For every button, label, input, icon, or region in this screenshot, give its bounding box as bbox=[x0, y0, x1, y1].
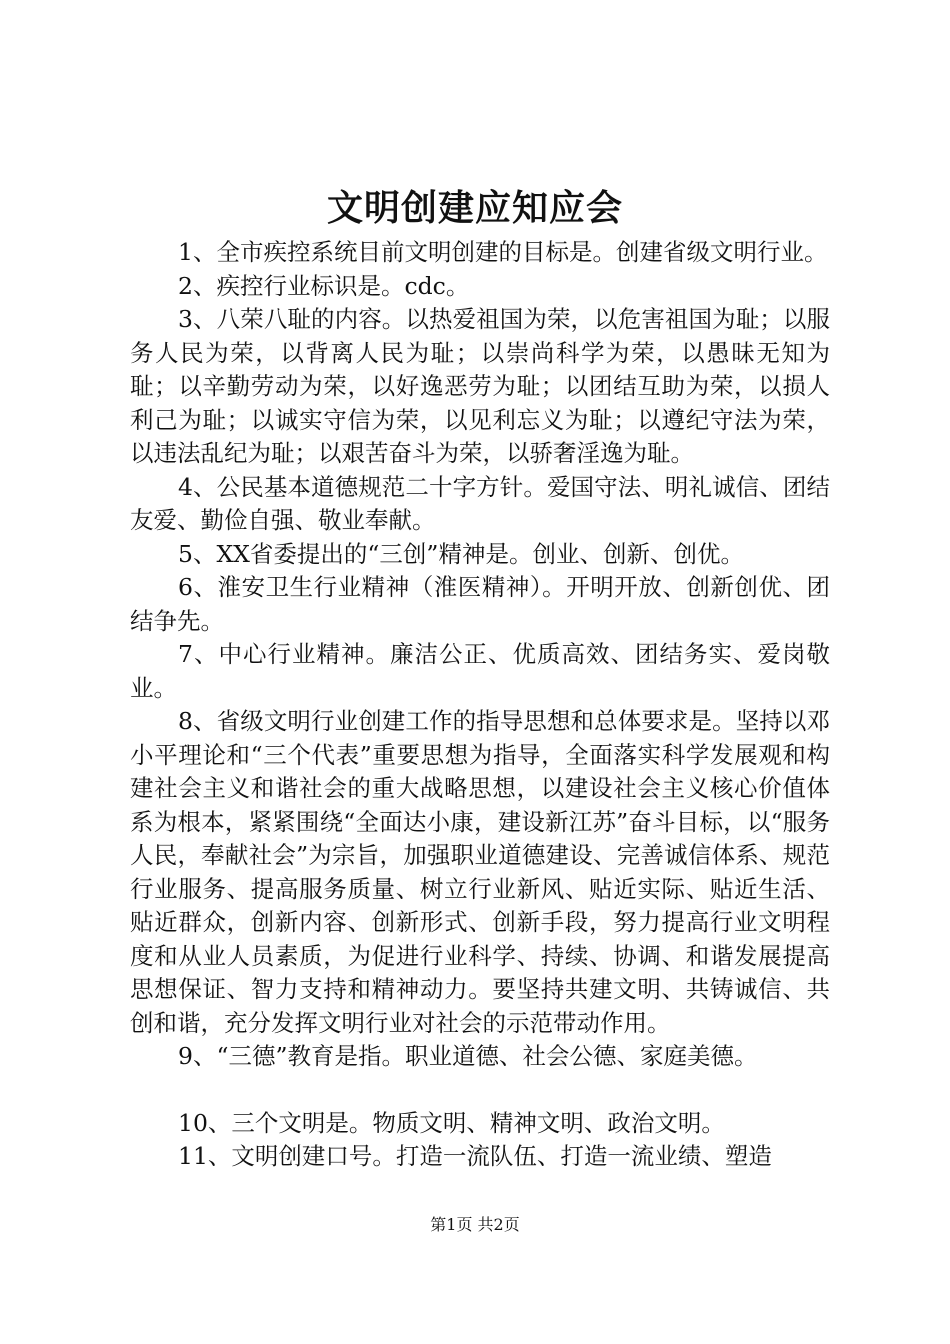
document-body bbox=[130, 236, 830, 1174]
item-5: 5、XX省委提出的“三创”精神是。创业、创新、创优。 bbox=[178, 539, 744, 568]
item-6: 6、淮安卫生行业精神（淮医精神）。开明开放、创新创优、团结争先。 bbox=[130, 573, 830, 635]
item-10: 10、三个文明是。物质文明、精神文明、政治文明。 bbox=[178, 1108, 725, 1137]
document-title: 文明创建应知应会 bbox=[326, 187, 623, 229]
page-number-footer: 第1页 共2页 bbox=[430, 1215, 520, 1234]
item-11: 11、文明创建口号。打造一流队伍、打造一流业绩、塑造 bbox=[178, 1142, 772, 1170]
item-8: 8、省级文明行业创建工作的指导思想和总体要求是。坚持以邓小平理论和“三个代表”重要思想为指导，全面落实科学发展观和构建社会主义和谐社会的重大战略思想，以建设社会主义核心价值体系为根本，紧紧围绕“全面达小康，建设新江苏”奋斗目标，以“服务人民，奉献社会”为宗旨，加强职业道德建设、完善诚信体系、规范行业服务、提高服务质量、树立行业新风、贴近实际、贴近生活、贴近群众，创新内容、创新形式、创新手段，努力提高行业文明程度和从业人员素质，为促进行业科学、持续、协调、和谐发展提高思想保证、智力支持和精神动力。要坚持共建文明、共铸诚信、共创和谐，充分发挥文明行业对社会的示范带动作用。 bbox=[130, 707, 830, 1037]
item-4: 4、公民基本道德规范二十字方针。爱国守法、明礼诚信、团结友爱、勤俭自强、敬业奉献。 bbox=[130, 472, 830, 534]
item-2: 2、疾控行业标识是。cdc。 bbox=[178, 271, 470, 300]
item-7: 7、中心行业精神。廉洁公正、优质高效、团结务实、爱岗敬业。 bbox=[130, 640, 830, 702]
item-9: 9、“三德”教育是指。职业道德、社会公德、家庭美德。 bbox=[178, 1042, 758, 1070]
item-3: 3、八荣八耻的内容。以热爱祖国为荣，以危害祖国为耻；以服务人民为荣，以背离人民为耻；以崇尚科学为荣，以愚昧无知为耻；以辛勤劳动为荣，以好逸恶劳为耻；以团结互助为荣，以损人利己为耻；以诚实守信为荣，以见利忘义为耻；以遵纪守法为荣，以违法乱纪为耻；以艰苦奋斗为荣，以骄奢淫逸为耻。 bbox=[130, 305, 830, 467]
item-1: 1、全市疾控系统目前文明创建的目标是。创建省级文明行业。 bbox=[178, 238, 828, 266]
